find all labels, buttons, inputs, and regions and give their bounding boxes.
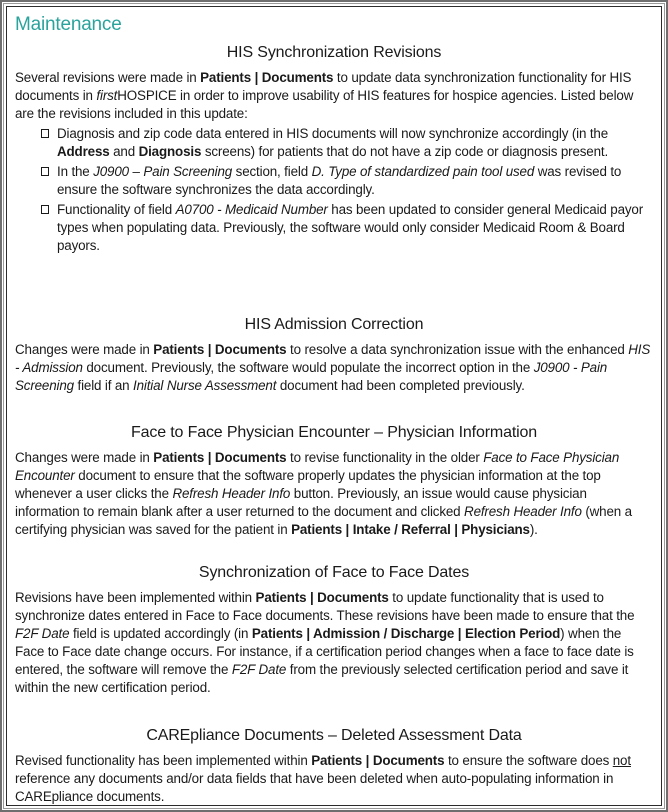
section-body: Revisions have been implemented within Patients | Documents to update functionality that is used to synchronize dates entered in Face to Face documents. These revisions have been made to ensure that the F2F Date field is updated accordingly (in Patients | Admission / Discharge | Election Period) when the Face to Face date change occurs. For instance, if a certification period changes when a face to face date is entered, the software will remove the F2F Date from the previously selected certification period and save it within the new certification period. [15, 590, 635, 695]
list-item-text: In the J0900 – Pain Screening section, field D. Type of standardized pain tool used was revised to ensure the software synchronizes the data accordingly. [57, 164, 622, 197]
section-carepliance-deleted-assessment-data [15, 726, 653, 806]
document-page [6, 6, 662, 806]
section-his-synchronization-revisions [15, 43, 653, 315]
list-item [41, 125, 653, 161]
list-item [41, 163, 653, 199]
section-face-to-face-physician-encounter [15, 423, 653, 563]
list-item [41, 201, 653, 255]
section-title: Face to Face Physician Encounter – Physician Information [130, 424, 538, 441]
section-body: Changes were made in Patients | Documents to revise functionality in the older Face to Face Physician Encounter document to ensure that the software properly updates the physician information at the top whenever a user clicks the Refresh Header Info button. Previously, an issue would cause physician information to remain blank after a user returned to the document and clicked Refresh Header Info (when a certifying physician was saved for the patient in Patients | Intake / Referral | Physicians). [15, 450, 632, 537]
section-body: Revised functionality has been implemented within Patients | Documents to ensure the software does not reference any documents and/or data fields that have been deleted when auto-populating information in CAREpliance documents. [15, 753, 631, 804]
revision-list [15, 125, 653, 255]
section-title: CAREpliance Documents – Deleted Assessment Data [146, 727, 522, 744]
list-item-text: Functionality of field A0700 - Medicaid Number has been updated to consider general Medicaid payor types when populating data. Previously, the software would only consider Medicaid Room & Board payors. [57, 202, 644, 253]
list-item-text: Diagnosis and zip code data entered in HIS documents will now synchronize accordingly (in the Address and Diagnosis screens) for patients that do not have a zip code or diagnosis present. [57, 126, 609, 159]
section-body: Changes were made in Patients | Documents to resolve a data synchronization issue with the enhanced HIS - Admission document. Previously, the software would populate the incorrect option in the J0900 - Pain Screening field if an Initial Nurse Assessment document had been completed previously. [15, 342, 651, 393]
section-title: Synchronization of Face to Face Dates [198, 564, 470, 581]
page-heading: Maintenance [15, 14, 122, 35]
square-bullet-icon [41, 205, 49, 214]
square-bullet-icon [41, 167, 49, 176]
section-title: HIS Admission Correction [244, 316, 424, 333]
square-bullet-icon [41, 129, 49, 138]
section-synchronization-of-face-to-face-dates [15, 563, 653, 726]
section-his-admission-correction [15, 315, 653, 423]
section-title: HIS Synchronization Revisions [226, 44, 442, 61]
section-intro: Several revisions were made in Patients | Documents to update data synchronization functionality for HIS documents in firstHOSPICE in order to improve usability of HIS features for hospice agencies. Listed below are the revisions included in this update: [15, 70, 634, 121]
